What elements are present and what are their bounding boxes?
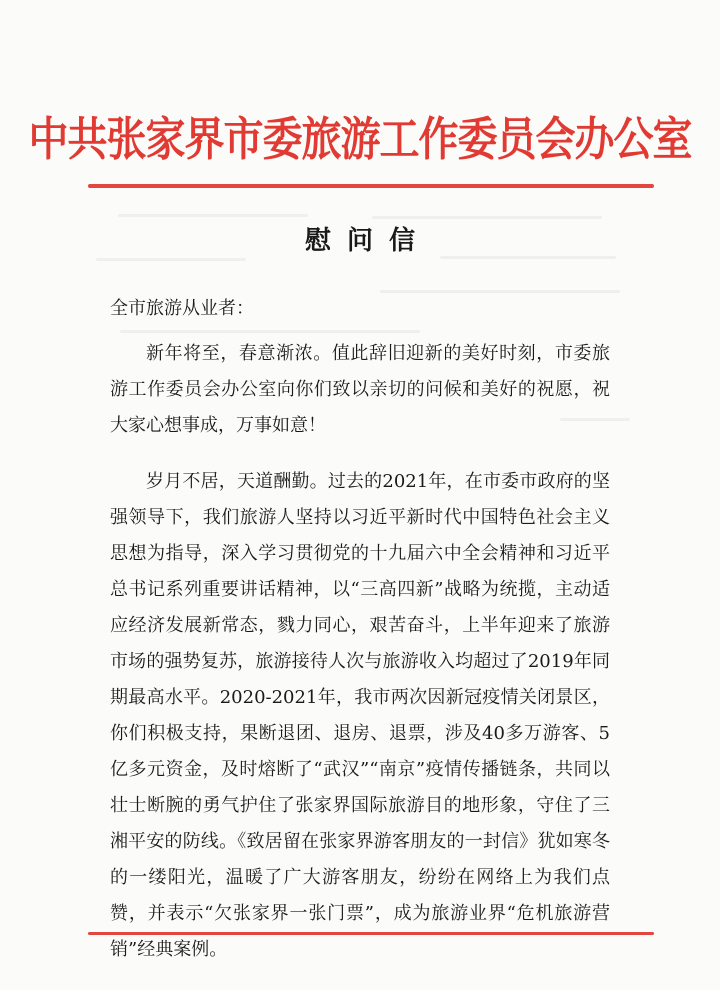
letterhead-divider (88, 184, 654, 188)
salutation: 全市旅游从业者： (110, 298, 254, 319)
body-paragraph: 新年将至，春意渐浓。值此辞旧迎新的美好时刻，市委旅游工作委员会办公室向你们致以亲切的问候和美好的祝愿，祝大家心想事成，万事如意！ (110, 343, 610, 436)
letterhead-organization: 中共张家界市委旅游工作委员会办公室 (28, 112, 692, 167)
document-title: 慰问信 (304, 226, 431, 256)
body-paragraph: 岁月不居，天道酬勤。过去的2021年，在市委市政府的坚强领导下，我们旅游人坚持以习近平新时代中国特色社会主义思想为指导，深入学习贯彻党的十九届六中全会精神和习近平总书记系列重要讲话精神，以“三高四新”战略为统揽，主动适应经济发展新常态，戮力同心，艰苦奋斗，上半年迎来了旅游市场的强势复苏，旅游接待人次与旅游收入均超过了2019年同期最高水平。2020-2021年，我市两次因新冠疫情关闭景区，你们积极支持，果断退团、退房、退票，涉及40多万游客、5亿多元资金，及时熔断了“武汉”“南京”疫情传播链条，共同以壮士断腕的勇气护住了张家界国际旅游目的地形象，守住了三湘平安的防线。《致居留在张家界游客朋友的一封信》犹如寒冬的一缕阳光，温暖了广大游客朋友，纷纷在网络上为我们点赞，并表示“欠张家界一张门票”，成为旅游业界“危机旅游营销”经典案例。 (110, 471, 610, 960)
letter-body (110, 336, 610, 968)
footer-divider (88, 932, 654, 935)
